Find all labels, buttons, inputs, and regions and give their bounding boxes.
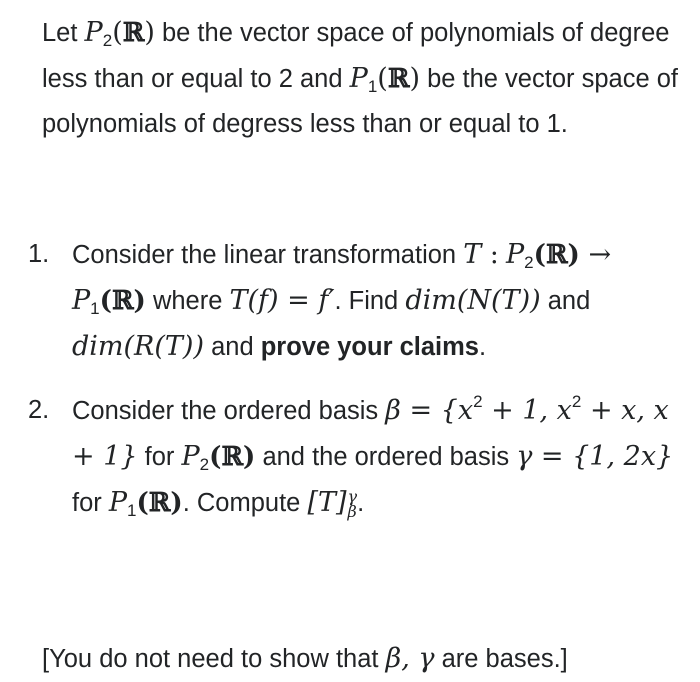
problem-text: for (137, 443, 182, 471)
domain-subscript: 2 (524, 252, 534, 272)
reals-field: (ℝ) (136, 488, 183, 518)
matrix-scripts (347, 486, 358, 521)
problem-text: . (478, 333, 487, 361)
intro-text-2: be the vector space of polynomials of degree less than or equal to 2 and (42, 19, 670, 93)
paren-close: ) (409, 63, 420, 94)
matrix-subscript: β (347, 501, 357, 521)
paren-open: ( (377, 63, 388, 94)
problem-item-2 (28, 388, 678, 526)
intro-text-3: be the vector space of polynomials of degress less than or equal to 1. (42, 65, 678, 138)
problem-text: . (357, 489, 365, 517)
problem-item-1 (28, 232, 678, 370)
matrix-superscript: γ (347, 486, 358, 506)
bold-instruction: prove your claims (260, 333, 479, 361)
domain-field: (ℝ) (533, 240, 580, 270)
paren-close: ) (144, 17, 155, 48)
problem-text: . Find (334, 287, 406, 315)
p2-symbol: P (181, 441, 200, 472)
problem-text: where (145, 287, 230, 315)
problem-text: and (540, 287, 591, 315)
p2-subscript: 2 (199, 454, 210, 474)
p1-subscript: 1 (367, 76, 378, 96)
note-text-1: [You do not need to show that (42, 645, 386, 673)
intro-text-1: Let (42, 19, 85, 47)
beta-basis-end: + x, x + 1} (72, 395, 669, 472)
arrow-symbol: → (579, 239, 612, 270)
problem-text: for (72, 489, 109, 517)
p1-symbol: P (108, 487, 128, 518)
paren-open: ( (112, 17, 123, 48)
exponent: 2 (571, 392, 582, 412)
problem-text: Consider the ordered basis (72, 397, 386, 425)
problem-text: . Compute (182, 489, 308, 517)
problem-number: 1. (28, 240, 50, 268)
codomain-subscript: 1 (90, 298, 100, 318)
nullity-expression: dim(N(T)) (405, 285, 541, 316)
intro-paragraph (42, 10, 682, 147)
note-text-2: are bases.] (434, 645, 568, 673)
matrix-representation: [T] (307, 487, 347, 518)
gamma-basis: γ = {1, 2x} (516, 441, 674, 472)
codomain-space: P (72, 285, 91, 316)
problem-number: 2. (28, 396, 50, 424)
p1-symbol: P (349, 63, 368, 94)
note-paragraph (42, 636, 682, 682)
bases-symbols: β, γ (385, 643, 435, 674)
reals-field: (ℝ) (209, 442, 256, 472)
codomain-field: (ℝ) (99, 286, 146, 316)
reals-symbol: ℝ (387, 64, 410, 94)
problem-text: and the ordered basis (255, 443, 517, 471)
p1-subscript: 1 (127, 500, 137, 520)
domain-space: P (506, 239, 525, 270)
exponent: 2 (473, 392, 483, 412)
problem-text: and (204, 333, 261, 361)
p2-symbol: P (84, 17, 103, 48)
colon: : (481, 239, 499, 270)
transformation-rule: T(f) = f′ (229, 285, 335, 316)
beta-basis-start: β = {x (385, 395, 474, 426)
reals-symbol: ℝ (122, 18, 145, 48)
beta-basis-middle: + 1, x (482, 395, 572, 426)
p2-subscript: 2 (102, 30, 113, 50)
rank-expression: dim(R(T)) (72, 331, 204, 362)
transformation-symbol: T (463, 239, 482, 270)
problem-text: Consider the linear transformation (72, 241, 464, 269)
problem-list (28, 232, 678, 526)
